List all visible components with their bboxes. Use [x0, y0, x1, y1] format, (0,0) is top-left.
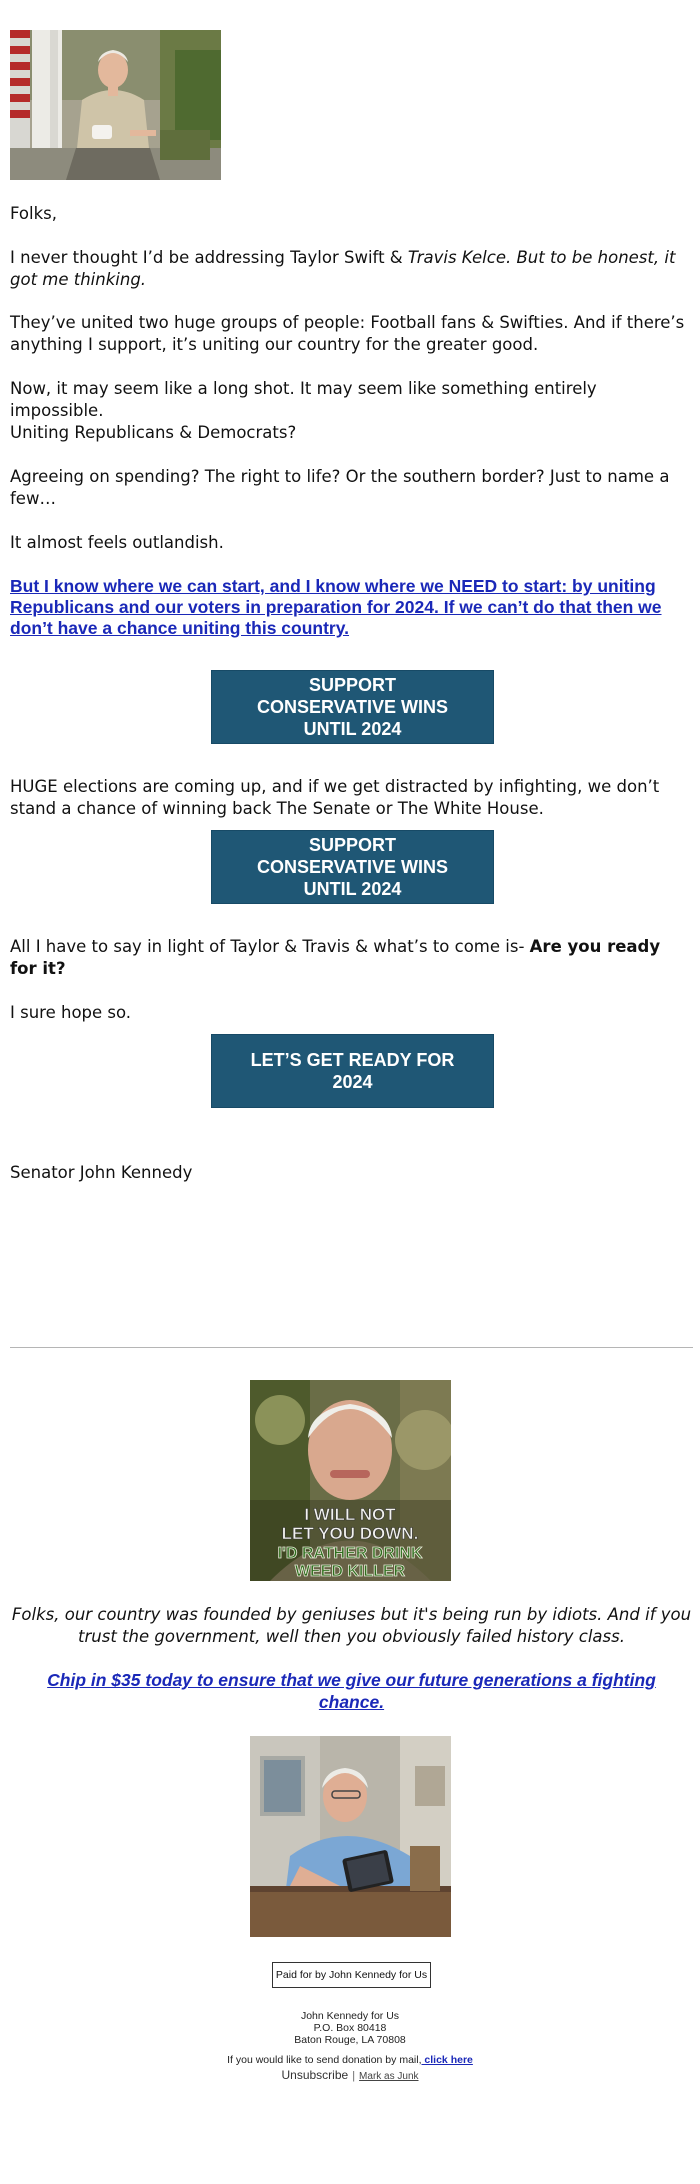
- mail-donation-line: [0, 2054, 700, 2066]
- support-conservative-button-1[interactable]: [211, 670, 494, 744]
- paragraph-lead: I never thought I’d be addressing Taylor Swift &: [10, 248, 408, 267]
- cta1-label: SUPPORT CONSERVATIVE WINS UNTIL 2024: [256, 675, 449, 739]
- senator-desk-photo[interactable]: [250, 1736, 451, 1937]
- paid-for-text: Paid for by John Kennedy for Us: [275, 1969, 428, 1981]
- mail-donation-link[interactable]: click here: [421, 2054, 473, 2066]
- ready-question: Are you ready for it?: [10, 937, 661, 978]
- paragraph-italic-rest: . But to be honest, it got me thinking.: [10, 248, 676, 289]
- section-divider: [10, 1347, 693, 1348]
- paid-for-disclaimer: [272, 1962, 431, 1988]
- paragraph-outlandish: It almost feels outlandish.: [10, 533, 224, 552]
- paragraph-huge-elections: HUGE elections are coming up, and if we get distracted by infighting, we don’t stand a chance of winning back The Senate or The White House.: [10, 777, 660, 818]
- address-city: Baton Rouge, LA 70808: [294, 2034, 406, 2046]
- unsubscribe-separator: |: [352, 2070, 356, 2082]
- founded-by-geniuses-quote: Folks, our country was founded by geniuses but it's being run by idiots. And if you trust the government, well then you obviously failed history class.: [11, 1605, 692, 1646]
- paragraph-uniting-parties: Uniting Republicans & Democrats?: [10, 423, 297, 442]
- graphic-line-4: WEED KILLER: [294, 1563, 406, 1580]
- mail-donation-text: If you would like to send donation by mail,: [227, 2054, 422, 2066]
- address-box: P.O. Box 80418: [313, 2022, 387, 2034]
- senator-quote-graphic[interactable]: [250, 1380, 451, 1581]
- graphic-line-3: I'D RATHER DRINK: [277, 1545, 423, 1562]
- signature: Senator John Kennedy: [10, 1163, 193, 1182]
- paragraph-long-shot: Now, it may seem like a long shot. It may seem like something entirely impossible.: [10, 379, 597, 420]
- paragraph-united-groups: They’ve united two huge groups of people: Football fans & Swifties. And if there’s anything I support, it’s uniting our country for the greater good.: [10, 313, 685, 354]
- paragraph-ready-for-it: [10, 936, 690, 980]
- unsubscribe-row: [0, 2066, 700, 2084]
- support-conservative-button-2[interactable]: [211, 830, 494, 904]
- paragraph-agreeing: Agreeing on spending? The right to life? Or the southern border? Just to name a few…: [10, 467, 670, 508]
- paragraph-ready-lead: All I have to say in light of Taylor & Travis & what’s to come is-: [10, 937, 530, 956]
- unsubscribe-link[interactable]: Unsubscribe: [281, 2068, 349, 2082]
- get-ready-button[interactable]: [211, 1034, 494, 1108]
- graphic-line-1: I WILL NOT: [304, 1505, 396, 1524]
- travis-kelce-name: Travis Kelce: [407, 248, 506, 267]
- mark-as-junk-link[interactable]: Mark as Junk: [359, 2071, 419, 2082]
- uniting-republicans-link[interactable]: But I know where we can start, and I know where we NEED to start: by uniting Republicans and our voters in preparation for 2024. If we can’t do that then we don’t have a chance uniting this country.: [10, 576, 662, 638]
- graphic-line-2: LET YOU DOWN.: [281, 1524, 419, 1543]
- greeting-text: Folks,: [10, 204, 57, 223]
- paragraph-taylor-travis: [10, 247, 690, 291]
- cta2-label: SUPPORT CONSERVATIVE WINS UNTIL 2024: [256, 835, 449, 899]
- cta3-label: LET’S GET READY FOR 2024: [250, 1050, 455, 1092]
- paragraph-hope-so: I sure hope so.: [10, 1003, 132, 1022]
- senator-porch-photo: [10, 30, 221, 180]
- chip-in-35-link[interactable]: Chip in $35 today to ensure that we give our future generations a fighting chance.: [47, 1670, 656, 1712]
- address-name: John Kennedy for Us: [300, 2010, 400, 2022]
